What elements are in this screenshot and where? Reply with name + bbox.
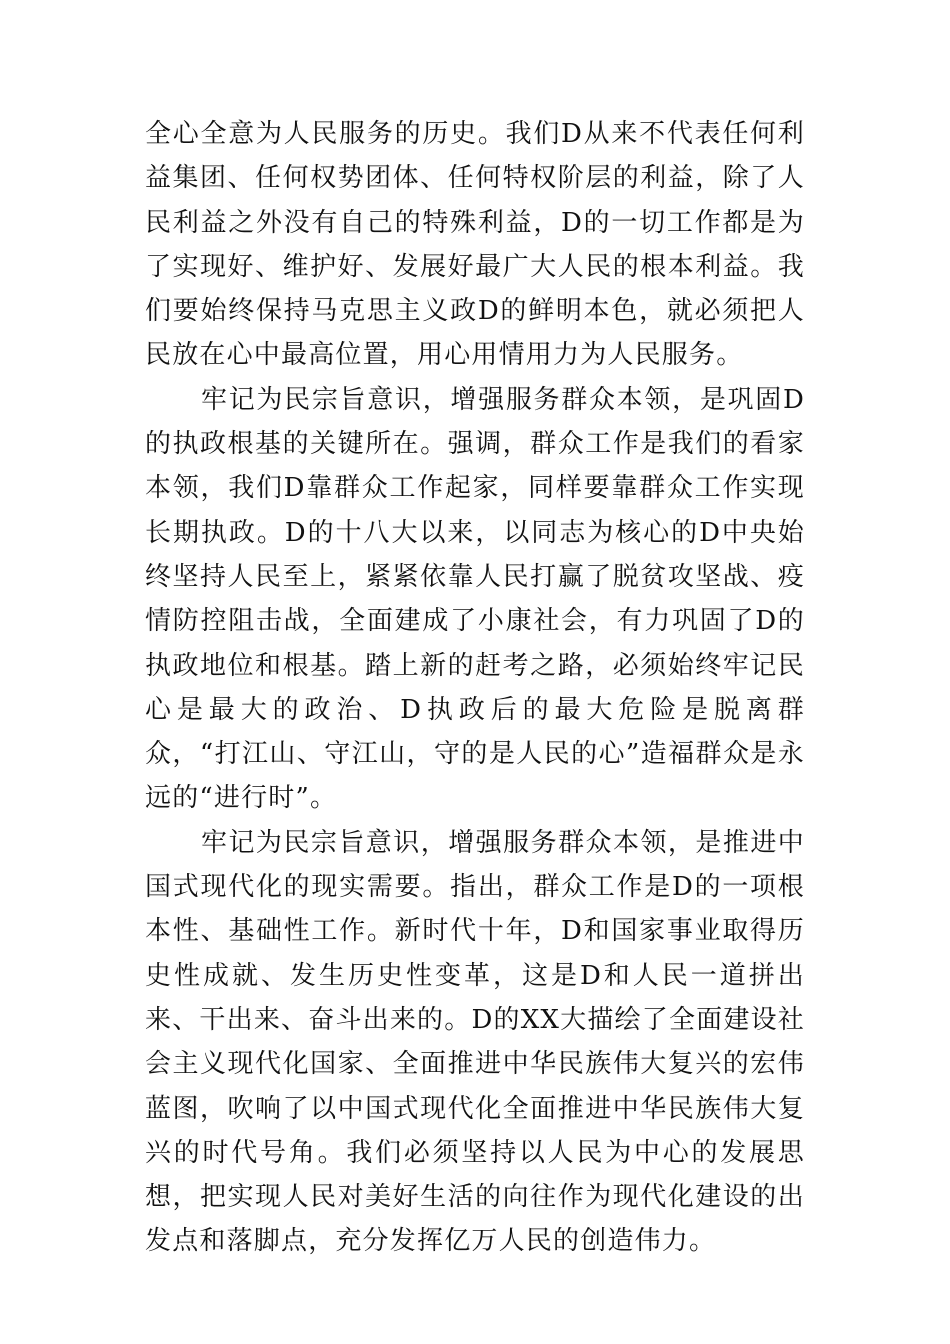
document-body (145, 112, 805, 1264)
paragraph-1: 全心全意为人民服务的历史。我们D从来不代表任何利益集团、任何权势团体、任何特权阶层的利益，除了人民利益之外没有自己的特殊利益，D的一切工作都是为了实现好、维护好、发展好最广大人民的根本利益。我们要始终保持马克思主义政D的鲜明本色，就必须把人民放在心中最高位置，用心用情用力为人民服务。 (145, 119, 805, 371)
paragraph-3: 牢记为民宗旨意识，增强服务群众本领，是推进中国式现代化的现实需要。指出，群众工作是D的一项根本性、基础性工作。新时代十年，D和国家事业取得历史性成就、发生历史性变革，这是D和人民一道拼出来、干出来、奋斗出来的。D的XX大描绘了全面建设社会主义现代化国家、全面推进中华民族伟大复兴的宏伟蓝图，吹响了以中国式现代化全面推进中华民族伟大复兴的时代号角。我们必须坚持以人民为中心的发展思想，把实现人民对美好生活的向往作为现代化建设的出发点和落脚点，充分发挥亿万人民的创造伟力。 (145, 827, 805, 1257)
paragraph-2: 牢记为民宗旨意识，增强服务群众本领，是巩固D的执政根基的关键所在。强调，群众工作是我们的看家本领，我们D靠群众工作起家，同样要靠群众工作实现长期执政。D的十八大以来，以同志为核心的D中央始终坚持人民至上，紧紧依靠人民打赢了脱贫攻坚战、疫情防控阻击战，全面建成了小康社会，有力巩固了D的执政地位和根基。踏上新的赶考之路，必须始终牢记民心是最大的政治、D执政后的最大危险是脱离群众，“打江山、守江山，守的是人民的心”造福群众是永远的“进行时”。 (145, 384, 805, 814)
